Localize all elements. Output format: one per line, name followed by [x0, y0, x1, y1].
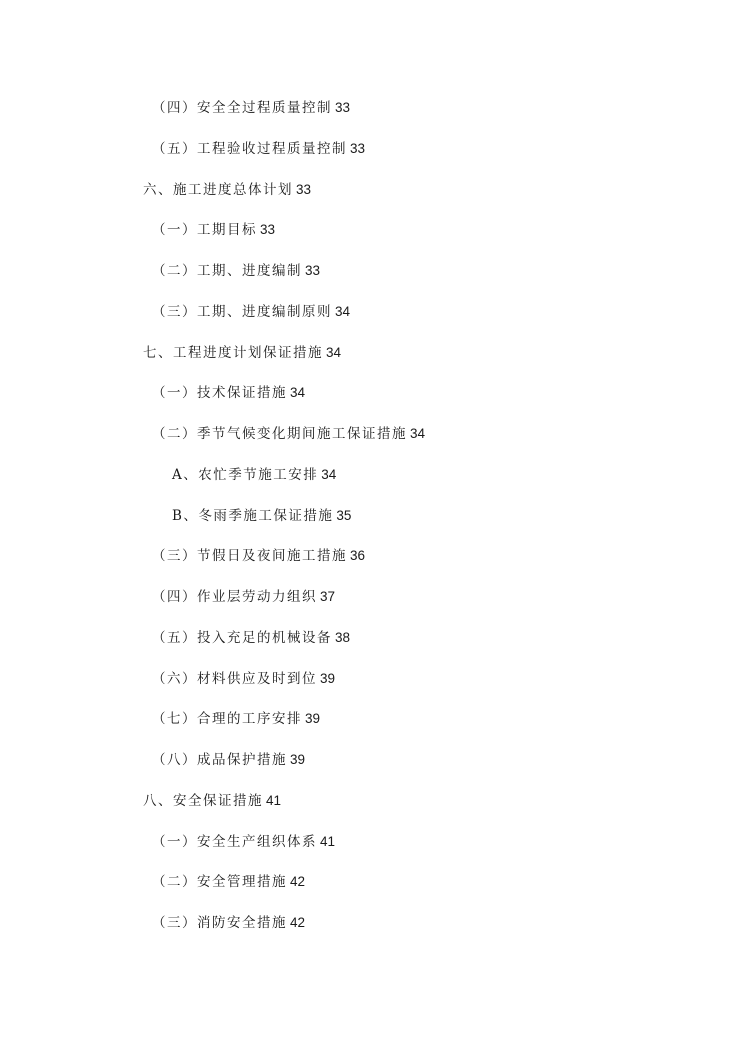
toc-entry-page: 38 — [335, 630, 351, 645]
toc-entry-title: （五）投入充足的机械设备 — [152, 630, 332, 646]
toc-entry-page: 39 — [320, 671, 336, 686]
toc-entry[interactable] — [152, 710, 320, 728]
toc-entry-title: （一）工期目标 — [152, 222, 257, 238]
toc-entry-title: （四）作业层劳动力组织 — [152, 589, 317, 605]
toc-entry[interactable] — [152, 303, 350, 321]
toc-entry-page: 35 — [336, 508, 352, 523]
toc-entry[interactable] — [152, 751, 305, 769]
toc-entry-title: 八、安全保证措施 — [143, 793, 263, 809]
toc-entry-title: （三）消防安全措施 — [152, 915, 287, 931]
toc-entry[interactable] — [172, 466, 336, 484]
toc-entry[interactable] — [152, 140, 365, 158]
toc-entry[interactable] — [152, 670, 335, 688]
toc-entry-page: 36 — [350, 548, 366, 563]
toc-entry-title: （五）工程验收过程质量控制 — [152, 141, 347, 157]
toc-entry-title: （三）工期、进度编制原则 — [152, 304, 332, 320]
toc-entry[interactable] — [152, 873, 305, 891]
toc-entry[interactable] — [143, 344, 341, 362]
toc-entry-page: 34 — [335, 304, 351, 319]
toc-entry[interactable] — [152, 588, 335, 606]
toc-entry[interactable] — [152, 547, 365, 565]
toc-entry-title: （八）成品保护措施 — [152, 752, 287, 768]
toc-entry[interactable] — [152, 262, 320, 280]
toc-entry-page: 34 — [410, 426, 426, 441]
toc-entry[interactable] — [143, 181, 311, 199]
toc-entry[interactable] — [152, 914, 305, 932]
toc-entry-title: B、冬雨季施工保证措施 — [172, 508, 334, 524]
toc-entry-title: （四）安全全过程质量控制 — [152, 100, 332, 116]
toc-entry-page: 33 — [296, 182, 312, 197]
toc-entry-page: 34 — [321, 467, 337, 482]
toc-entry-title: （二）工期、进度编制 — [152, 263, 302, 279]
toc-entry-title: （二）季节气候变化期间施工保证措施 — [152, 426, 407, 442]
toc-entry-title: （一）技术保证措施 — [152, 385, 287, 401]
toc-entry[interactable] — [143, 792, 281, 810]
toc-entry-page: 33 — [335, 100, 351, 115]
toc-entry-title: 六、施工进度总体计划 — [143, 182, 293, 198]
toc-entry-title: （二）安全管理措施 — [152, 874, 287, 890]
toc-entry-page: 41 — [266, 793, 282, 808]
toc-entry[interactable] — [152, 425, 425, 443]
toc-entry-title: （六）材料供应及时到位 — [152, 671, 317, 687]
toc-entry-page: 33 — [350, 141, 366, 156]
toc-entry[interactable] — [152, 384, 305, 402]
toc-entry-page: 37 — [320, 589, 336, 604]
toc-entry-page: 34 — [290, 385, 306, 400]
toc-entry[interactable] — [172, 507, 351, 525]
toc-entry-title: 七、工程进度计划保证措施 — [143, 345, 323, 361]
toc-entry-page: 33 — [260, 222, 276, 237]
toc-entry[interactable] — [152, 629, 350, 647]
toc-entry[interactable] — [152, 833, 335, 851]
toc-entry[interactable] — [152, 99, 350, 117]
toc-entry-page: 42 — [290, 874, 306, 889]
toc-entry-page: 41 — [320, 834, 336, 849]
toc-entry-title: （三）节假日及夜间施工措施 — [152, 548, 347, 564]
toc-entry-page: 33 — [305, 263, 321, 278]
toc-entry[interactable] — [152, 221, 275, 239]
toc-entry-title: （一）安全生产组织体系 — [152, 834, 317, 850]
toc-entry-page: 39 — [305, 711, 321, 726]
toc-entry-title: A、农忙季节施工安排 — [172, 467, 319, 483]
toc-entry-page: 34 — [326, 345, 342, 360]
toc-entry-page: 42 — [290, 915, 306, 930]
toc-entry-page: 39 — [290, 752, 306, 767]
toc-entry-title: （七）合理的工序安排 — [152, 711, 302, 727]
